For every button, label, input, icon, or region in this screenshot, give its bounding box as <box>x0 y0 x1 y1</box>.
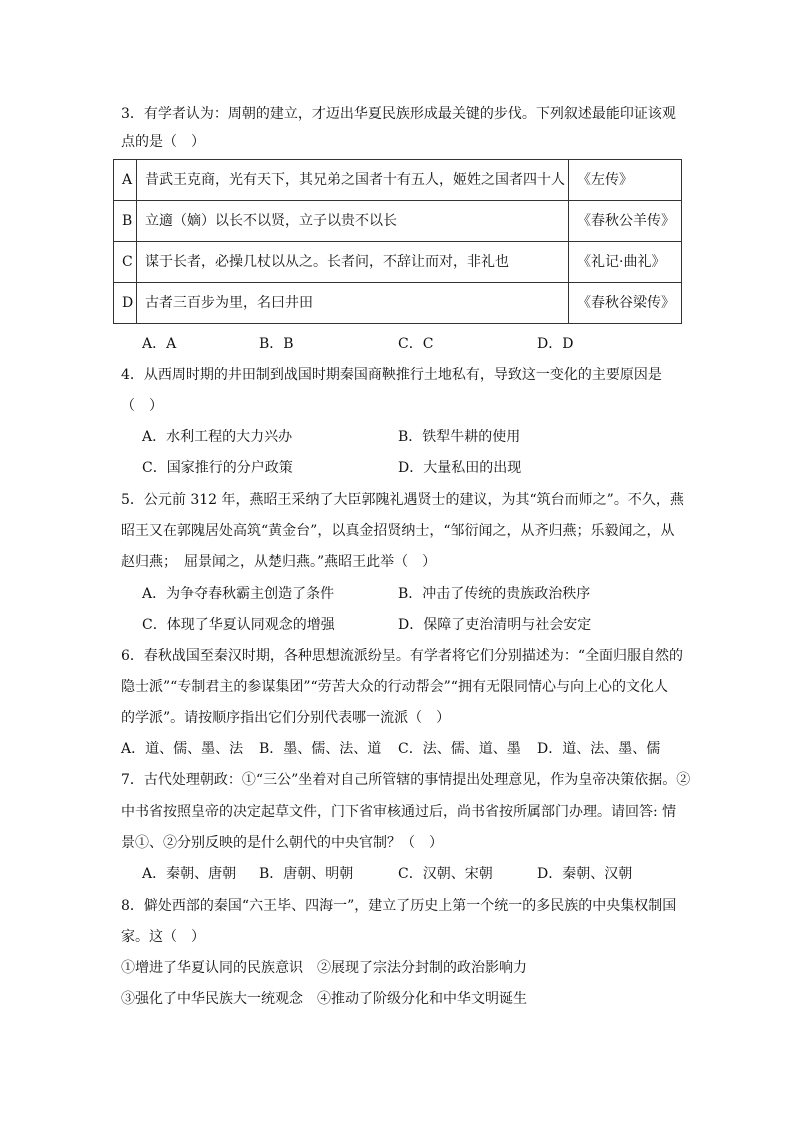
table-cell-letter: D <box>114 283 137 324</box>
table-cell-source: 《春秋公羊传》 <box>569 201 682 242</box>
q4-option-d: D．大量私田的出现 <box>398 460 522 476</box>
q8-stem-line-1: 8．僻处西部的秦国“六王毕、四海一”，建立了历史上第一个统一的多民族的中央集权制国 <box>121 898 677 914</box>
table-cell-text: 立適（嫡）以长不以贤，立子以贵不以长 <box>137 201 569 242</box>
q6-stem-line-1: 6．春秋战国至秦汉时期，各种思想流派纷呈。有学者将它们分别描述为：“全面归服自然的 <box>121 648 684 664</box>
table-cell-text: 古者三百步为里，名曰井田 <box>137 283 569 324</box>
table-cell-letter: C <box>114 242 137 283</box>
q6-stem-line-2: 隐士派”“专制君主的参谋集团”“劳苦大众的行动帮会”“拥有无限同情心与向上心的文化人 <box>121 679 668 695</box>
q3-option-b: B．B <box>259 336 294 352</box>
q5-option-d: D．保障了吏治清明与社会安定 <box>398 617 592 633</box>
q6-option-d: D．道、法、墨、儒 <box>537 741 661 757</box>
q5-option-b: B．冲击了传统的贵族政治秩序 <box>398 586 591 602</box>
q5-option-a: A．为争夺春秋霸主创造了条件 <box>142 586 335 602</box>
table-cell-source: 《左传》 <box>569 160 682 201</box>
table-cell-letter: A <box>114 160 137 201</box>
q5-stem-line-3: 赵归燕； 屈景闻之，从楚归燕。”燕昭王此举（ ） <box>121 554 437 570</box>
q7-option-d: D．秦朝、汉朝 <box>537 866 633 882</box>
q7-option-c: C．汉朝、宋朝 <box>398 866 493 882</box>
q6-option-c: C．法、儒、道、墨 <box>398 741 521 757</box>
q6-option-a: A．道、儒、墨、法 <box>121 741 244 757</box>
q3-source-table <box>113 159 682 324</box>
q4-option-a: A．水利工程的大力兴办 <box>142 429 293 445</box>
table-cell-text: 昔武王克商，光有天下，其兄弟之国者十有五人，姬姓之国者四十人 <box>137 160 569 201</box>
q6-stem-line-3: 的学派”。请按顺序指出它们分别代表哪一流派（ ） <box>121 710 451 726</box>
q7-stem-line-2: 中书省按照皇帝的决定起草文件，门下省审核通过后，尚书省按所属部门办理。请回答: 情 <box>121 804 677 820</box>
table-cell-source: 《春秋谷梁传》 <box>569 283 682 324</box>
q3-option-a: A．A <box>142 336 177 352</box>
q5-stem-line-2: 昭王又在郭隗居处高筑“黄金台”，以真金招贤纳士，“邹衍闻之，从齐归燕；乐毅闻之，从 <box>121 523 675 539</box>
q7-stem-line-3: 景①、②分别反映的是什么朝代的中央官制？（ ） <box>121 835 443 851</box>
q8-statement-line-1: ①增进了华夏认同的民族意识 ②展现了宗法分封制的政治影响力 <box>121 960 527 976</box>
q3-option-c: C．C <box>398 336 434 352</box>
table-cell-letter: B <box>114 201 137 242</box>
q8-stem-line-2: 家。这（ ） <box>121 929 205 945</box>
q3-stem-line-1: 3．有学者认为：周朝的建立，才迈出华夏民族形成最关键的步伐。下列叙述最能印证该观 <box>121 106 676 122</box>
q4-option-b: B．铁犁牛耕的使用 <box>398 429 521 445</box>
q3-stem-line-2: 点的是（ ） <box>121 134 205 150</box>
q4-stem-line-1: 4．从西周时期的井田制到战国时期秦国商鞅推行土地私有，导致这一变化的主要原因是 <box>121 367 662 383</box>
table-cell-source: 《礼记·曲礼》 <box>569 242 682 283</box>
q7-stem-line-1: 7．古代处理朝政：①“三公”坐着对自己所管辖的事情提出处理意见，作为皇帝决策依据。② <box>121 772 691 788</box>
q5-option-c: C．体现了华夏认同观念的增强 <box>142 617 335 633</box>
q4-stem-line-2: （ ） <box>121 398 163 414</box>
table-row <box>114 283 682 324</box>
q3-option-d: D．D <box>537 336 574 352</box>
q8-statement-line-2: ③强化了中华民族大一统观念 ④推动了阶级分化和中华文明诞生 <box>121 991 527 1007</box>
table-row <box>114 160 682 201</box>
table-row <box>114 201 682 242</box>
table-cell-text: 谋于长者，必操几杖以从之。长者问，不辞让而对，非礼也 <box>137 242 569 283</box>
q4-option-c: C．国家推行的分户政策 <box>142 460 293 476</box>
q5-stem-line-1: 5．公元前 312 年，燕昭王采纳了大臣郭隗礼遇贤士的建议，为其“筑台而师之”。不久，燕 <box>121 492 684 508</box>
q7-option-a: A．秦朝、唐朝 <box>142 866 237 882</box>
q6-option-b: B．墨、儒、法、道 <box>259 741 382 757</box>
table-row <box>114 242 682 283</box>
q7-option-b: B．唐朝、明朝 <box>259 866 354 882</box>
